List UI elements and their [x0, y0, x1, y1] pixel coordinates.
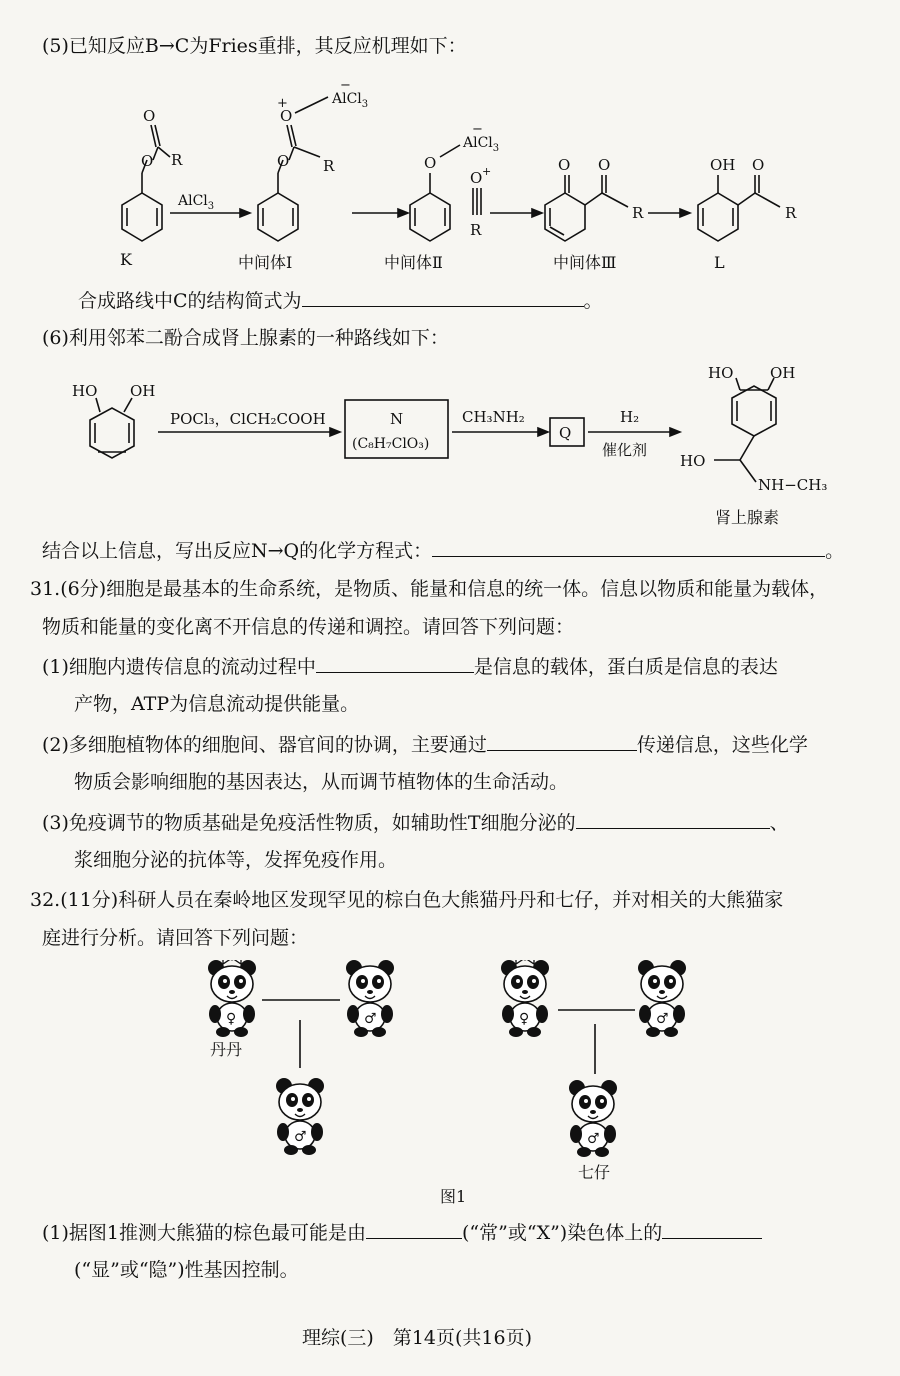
male-symbol: ♂: [364, 1011, 377, 1027]
q6-answer-line: 结合以上信息，写出反应N→Q的化学方程式： 。: [42, 540, 845, 562]
atom-o: O: [280, 107, 293, 125]
q32-head-1: 32.(11分)科研人员在秦岭地区发现罕见的棕白色大熊猫丹丹和七仔，并对相关的大熊猫家: [30, 889, 784, 911]
atom-r: R: [323, 157, 335, 175]
figure-caption: 图1: [440, 1187, 467, 1206]
adrenaline-structure: [680, 364, 827, 494]
panda-pedigree-figure: [190, 960, 730, 1180]
label-k: K: [120, 250, 132, 269]
q32-part-1: (1)据图1推测大熊猫的棕色最可能是由 (“常”或“X”)染色体上的: [42, 1220, 762, 1245]
atom-o: O: [424, 154, 437, 172]
answer-blank[interactable]: [316, 654, 474, 673]
page-footer: 理综(三) 第14页(共16页): [302, 1327, 533, 1349]
male-symbol: ♂: [294, 1129, 307, 1145]
atom-oh: OH: [710, 156, 736, 174]
q31-part-1-cont: 产物，ATP为信息流动提供能量。: [74, 693, 360, 715]
atom-ho: HO: [72, 382, 98, 400]
atom-ho: HO: [680, 452, 706, 470]
answer-blank[interactable]: [487, 732, 637, 751]
atom-r: R: [171, 151, 183, 169]
male-symbol: ♂: [656, 1011, 669, 1027]
fries-mechanism-diagram: [80, 75, 840, 275]
reagent-h2: H₂: [620, 408, 640, 426]
atom-ho: HO: [708, 364, 734, 382]
intermediate-2: [410, 122, 499, 241]
q32-part-1-cont: (“显”或“隐”)性基因控制。: [74, 1259, 299, 1281]
atom-o: O: [752, 156, 765, 174]
q32-head-2: 庭进行分析。请回答下列问题：: [42, 927, 309, 949]
female-symbol: ♀: [226, 1011, 237, 1027]
atom-r: R: [632, 204, 644, 222]
panda-father-1: [346, 960, 394, 1037]
atom-o: O: [277, 152, 290, 170]
alcl3-minus: AlCl$_3$: [463, 135, 500, 154]
label-catalyst: 催化剂: [602, 441, 648, 459]
q31-part-2: (2)多细胞植物体的细胞间、器官间的协调，主要通过 传递信息，这些化学: [42, 734, 808, 756]
label-intermediate-2: 中间体Ⅱ: [384, 253, 443, 272]
label-n: N: [390, 410, 404, 428]
acylium-ion: [470, 165, 491, 239]
minus-charge: −: [472, 122, 483, 137]
label-intermediate-1: 中间体Ⅰ: [238, 253, 293, 272]
q31-part-1: (1)细胞内遗传信息的流动过程中 是信息的载体，蛋白质是信息的表达: [42, 656, 778, 678]
atom-oh: OH: [770, 364, 796, 382]
panda-father-2: [638, 960, 686, 1037]
formula-n: (C₈H₇ClO₃): [352, 436, 430, 452]
family-2: [501, 960, 686, 1157]
plus-charge: +: [482, 165, 492, 178]
label-q: Q: [559, 424, 572, 442]
label-qizai: 七仔: [578, 1163, 611, 1182]
atom-oh: OH: [130, 382, 156, 400]
minus-charge: −: [340, 78, 351, 93]
atom-o: O: [141, 152, 154, 170]
answer-blank[interactable]: [302, 288, 584, 307]
answer-blank[interactable]: [662, 1220, 762, 1239]
q5-answer-line: 合成路线中C的结构简式为 。: [78, 290, 603, 312]
atom-o: O: [598, 156, 611, 174]
label-intermediate-3: 中间体Ⅲ: [553, 253, 617, 272]
compound-l: [698, 156, 797, 241]
atom-r: R: [470, 221, 482, 239]
q31-head-1: 31.(6分)细胞是最基本的生命系统，是物质、能量和信息的统一体。信息以物质和能量为载体，: [30, 578, 829, 600]
female-symbol: ♀: [519, 1011, 530, 1027]
panda-mother-2: [501, 960, 549, 1037]
answer-blank[interactable]: [366, 1220, 462, 1239]
reagent-ch3nh2: CH₃NH₂: [462, 408, 525, 426]
catechol-structure: [72, 382, 155, 458]
q5-intro: (5)已知反应B→C为Fries重排，其反应机理如下：: [42, 35, 467, 57]
panda-qizai: [569, 1080, 617, 1157]
male-symbol: ♂: [587, 1131, 600, 1147]
reagent-alcl3: AlCl$_3$: [178, 193, 215, 212]
atom-r: R: [785, 204, 797, 222]
reagent-pocl3: POCl₃，ClCH₂COOH: [170, 410, 326, 428]
answer-blank[interactable]: [432, 538, 825, 557]
plus-charge: +: [277, 96, 288, 111]
q31-part-3: (3)免疫调节的物质基础是免疫活性物质，如辅助性T细胞分泌的 、: [42, 812, 789, 834]
label-adrenaline: 肾上腺素: [715, 508, 780, 527]
atom-nh-ch3: NH−CH₃: [758, 476, 828, 494]
panda-dandan: [208, 960, 256, 1037]
intermediate-1: [258, 78, 368, 241]
compound-k: [122, 107, 183, 241]
panda-offspring-1: [276, 1078, 324, 1155]
label-l: L: [714, 253, 725, 272]
q31-part-2-cont: 物质会影响细胞的基因表达，从而调节植物体的生命活动。: [74, 771, 569, 793]
atom-o: O: [470, 169, 483, 187]
q6-intro: (6)利用邻苯二酚合成肾上腺素的一种路线如下：: [42, 327, 449, 349]
q31-head-2: 物质和能量的变化离不开信息的传递和调控。请回答下列问题：: [42, 616, 575, 638]
label-dandan: 丹丹: [210, 1040, 243, 1059]
answer-blank[interactable]: [576, 810, 770, 829]
alcl3-minus: AlCl$_3$: [332, 91, 369, 110]
atom-o: O: [143, 107, 156, 125]
atom-o: O: [558, 156, 571, 174]
intermediate-3: [545, 156, 644, 241]
q31-part-3-cont: 浆细胞分泌的抗体等，发挥免疫作用。: [74, 849, 398, 871]
